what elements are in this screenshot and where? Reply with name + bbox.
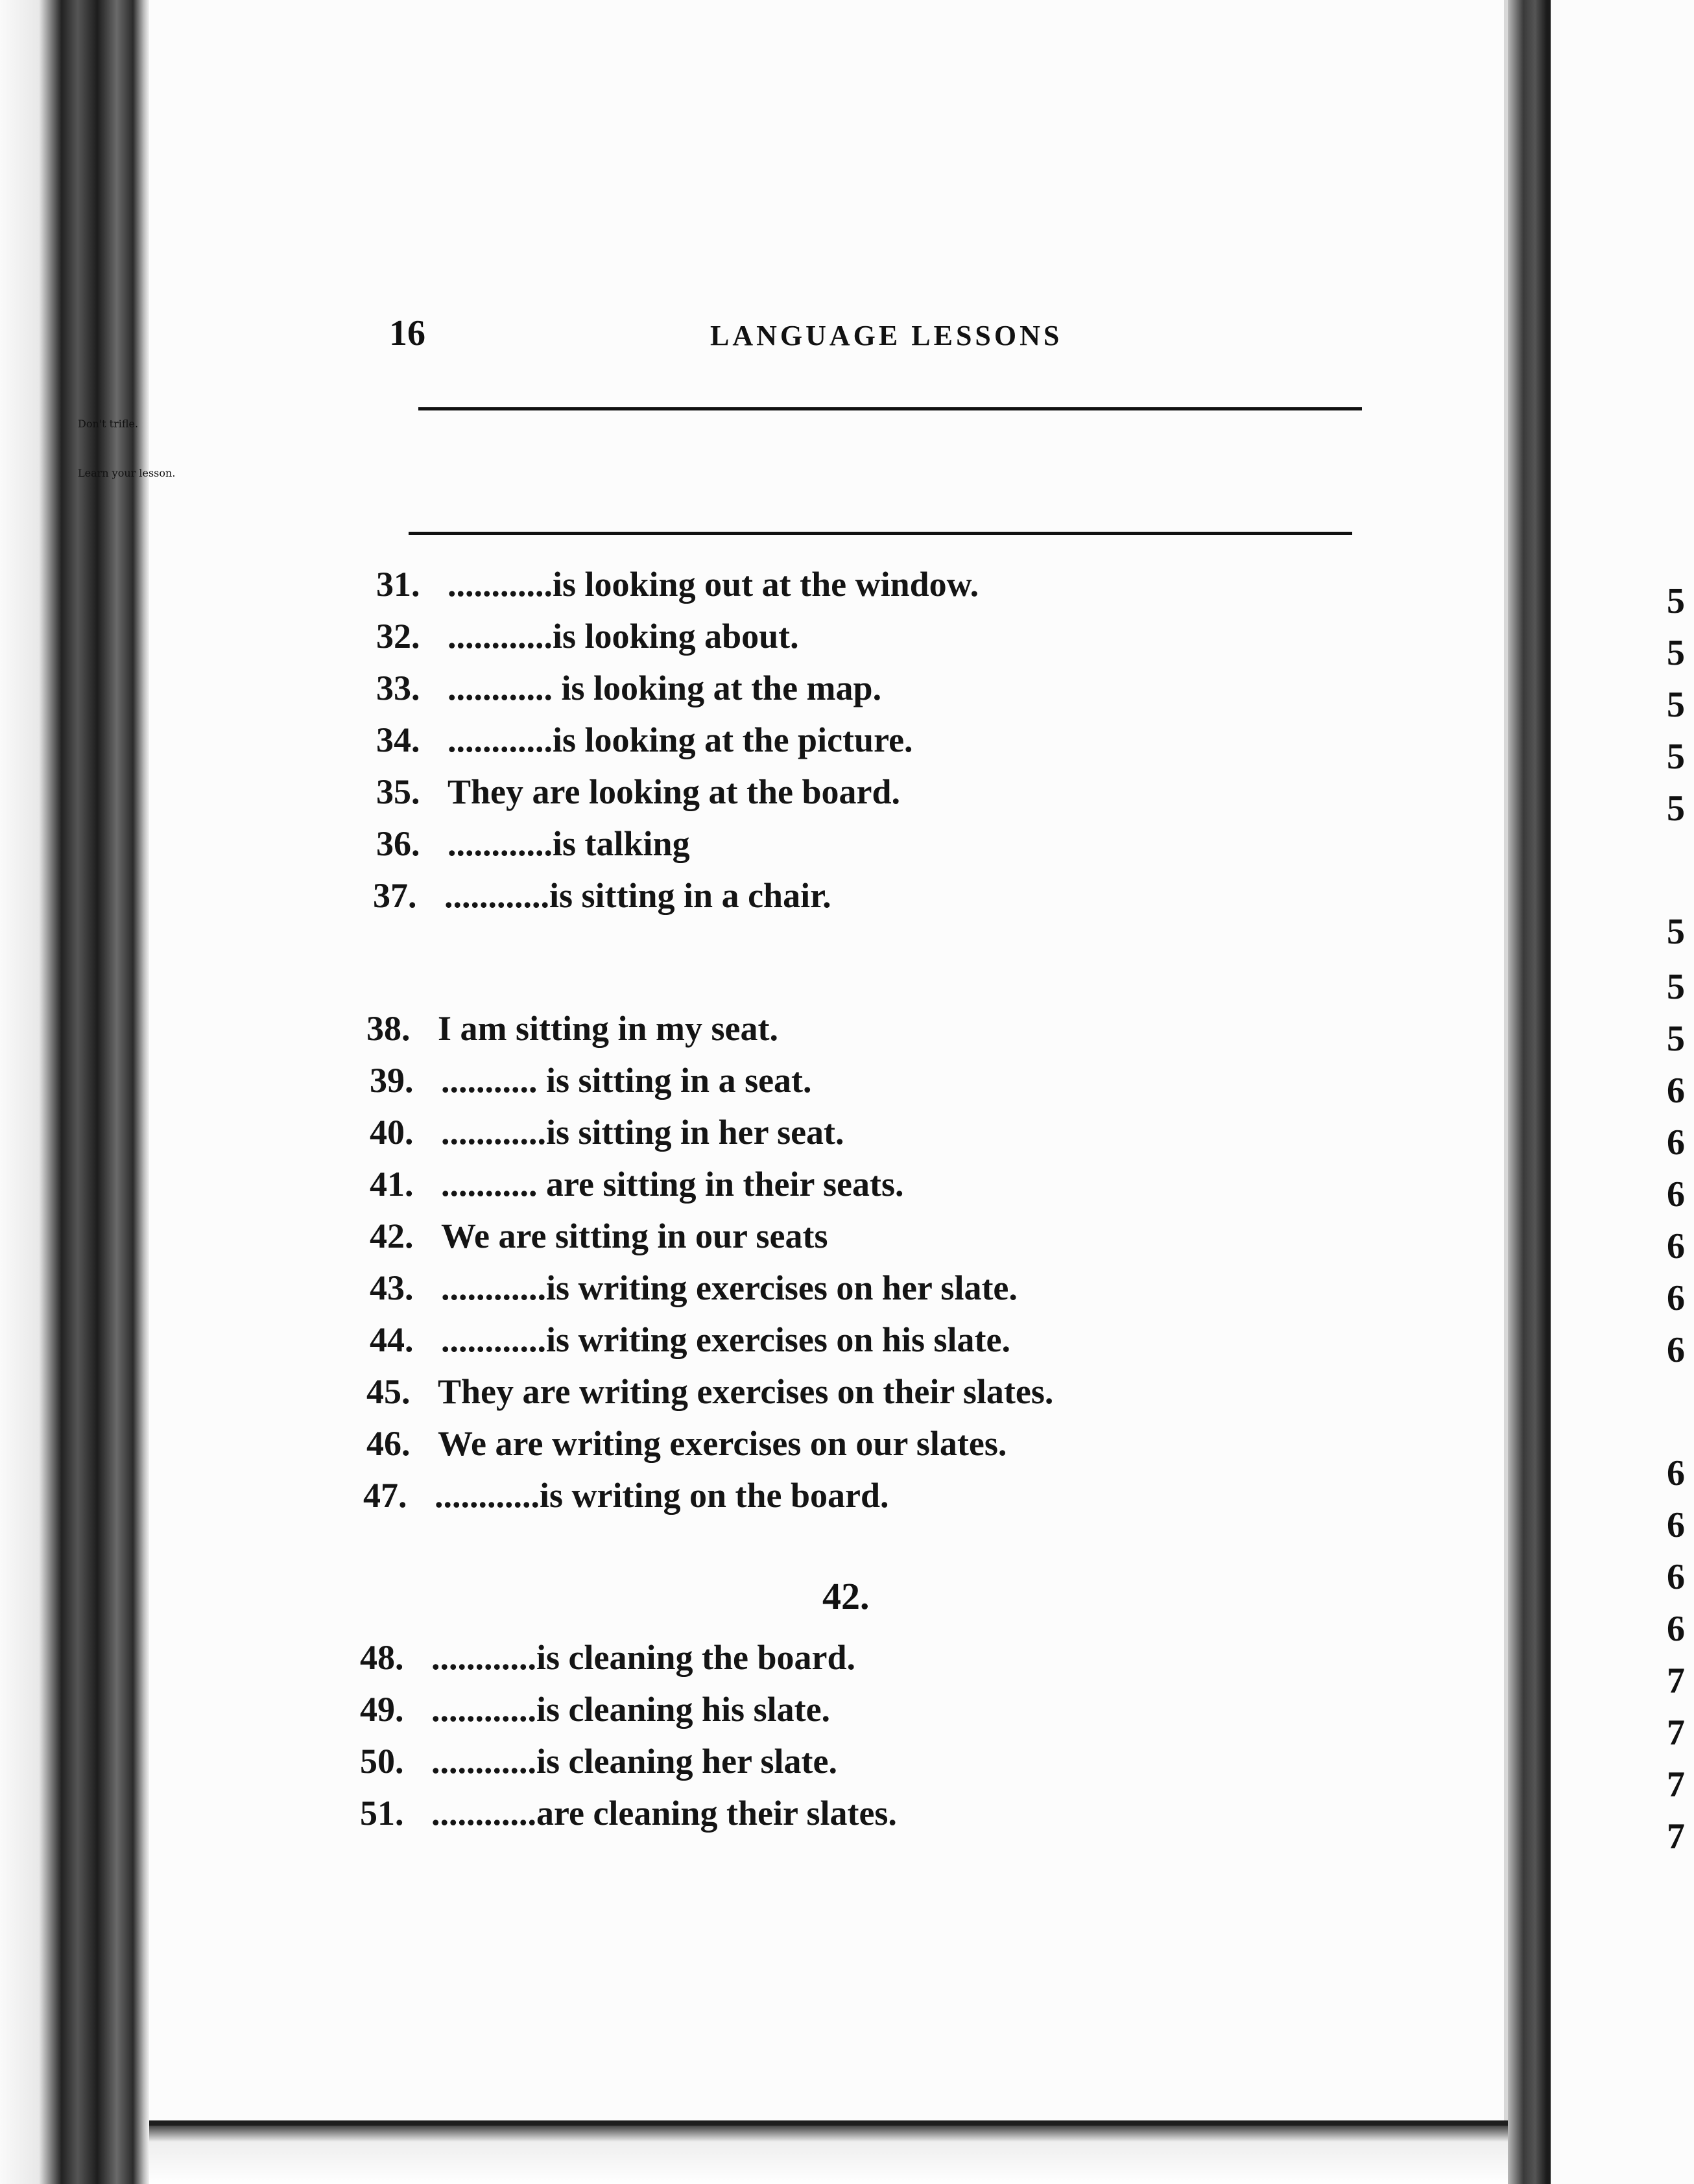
item-number: 37. [373,876,417,915]
list-item [370,1060,812,1100]
item-text: They are looking at the board. [447,772,901,811]
book-binding [0,0,149,2184]
section-heading: 42. [822,1575,870,1617]
item-text: I am sitting in my seat. [438,1009,778,1048]
item-number: 35. [376,772,420,811]
item-number: 50. [360,1742,404,1781]
item-text: ........... is sitting in a seat. [441,1061,812,1100]
item-number: 36. [376,824,420,863]
list-item [370,1164,903,1204]
rule-bottom [409,532,1352,535]
item-text: ............is sitting in her seat. [441,1113,844,1152]
item-number: 41. [370,1165,414,1204]
item-text: ............is writing exercises on his slate. [441,1320,1010,1359]
facing-page-digit: 6 [1667,1174,1685,1215]
facing-page-digit: 7 [1667,1661,1685,1701]
item-text: ............is cleaning his slate. [431,1690,831,1729]
list-item [376,720,913,760]
facing-page-digit: 5 [1667,633,1685,673]
item-number: 48. [360,1638,404,1677]
list-item [360,1637,855,1678]
motto-line-1: Don't trifle. [78,418,139,430]
list-item [376,668,881,708]
item-text: ............is looking at the picture. [447,720,913,759]
item-text: ............is cleaning her slate. [431,1742,837,1781]
item-text: ............is writing on the board. [435,1476,889,1515]
item-number: 45. [366,1372,411,1411]
facing-page-digit: 6 [1667,1122,1685,1163]
item-number: 40. [370,1113,414,1152]
facing-page-digit: 6 [1667,1226,1685,1266]
item-number: 44. [370,1320,414,1359]
facing-page-digit: 7 [1667,1713,1685,1753]
list-item [360,1741,837,1781]
list-item [366,1423,1007,1464]
facing-page-digit: 7 [1667,1816,1685,1857]
list-item [370,1216,828,1256]
list-item [373,875,831,916]
page-number: 16 [389,313,425,353]
list-item [360,1793,897,1833]
item-number: 33. [376,669,420,707]
list-item [376,616,799,656]
item-text: ............is looking out at the window. [447,565,979,604]
facing-page-digit: 5 [1667,737,1685,777]
item-text: They are writing exercises on their slates. [438,1372,1054,1411]
page-gutter [1508,0,1547,2184]
facing-page-digit: 6 [1667,1071,1685,1111]
facing-page-digit: 5 [1667,912,1685,952]
item-text: ............is sitting in a chair. [444,876,831,915]
list-item [376,824,690,864]
running-head: LANGUAGE LESSONS [710,320,1063,351]
facing-page-digit: 6 [1667,1505,1685,1545]
item-text: ............is looking about. [447,617,799,656]
item-text: We are writing exercises on our slates. [438,1424,1007,1463]
item-number: 47. [363,1476,407,1515]
facing-page-digit: 6 [1667,1330,1685,1370]
list-item [370,1112,844,1152]
item-number: 39. [370,1061,414,1100]
item-number: 46. [366,1424,411,1463]
list-item [366,1371,1053,1412]
page-bottom-edge [149,2126,1508,2184]
list-item [376,772,900,812]
item-number: 38. [366,1009,411,1048]
list-item [360,1689,830,1729]
item-number: 31. [376,565,420,604]
item-number: 49. [360,1690,404,1729]
item-text: We are sitting in our seats [441,1217,828,1255]
item-text: ............is talking [447,824,690,863]
facing-page-digit: 5 [1667,1019,1685,1059]
facing-page-digit: 7 [1667,1764,1685,1805]
item-text: ............is cleaning the board. [431,1638,856,1677]
item-number: 51. [360,1794,404,1833]
facing-page-digit: 6 [1667,1278,1685,1318]
item-number: 43. [370,1268,414,1307]
list-item [366,1008,778,1049]
item-number: 34. [376,720,420,759]
item-number: 32. [376,617,420,656]
facing-page-digit: 5 [1667,581,1685,621]
facing-page-digit: 6 [1667,1557,1685,1597]
list-item [363,1475,889,1515]
facing-page-digit: 5 [1667,685,1685,725]
item-number: 42. [370,1217,414,1255]
motto-line-2: Learn your lesson. [78,467,176,479]
facing-page-digit: 6 [1667,1609,1685,1649]
list-item [370,1268,1018,1308]
item-text: ............is writing exercises on her slate. [441,1268,1018,1307]
item-text: ............are cleaning their slates. [431,1794,897,1833]
item-text: ........... are sitting in their seats. [441,1165,904,1204]
facing-page-digit: 6 [1667,1453,1685,1493]
list-item [376,564,979,604]
list-item [370,1320,1010,1360]
facing-page-digit: 5 [1667,967,1685,1007]
item-text: ............ is looking at the map. [447,669,882,707]
rule-top [418,407,1362,410]
facing-page-digit: 5 [1667,789,1685,829]
